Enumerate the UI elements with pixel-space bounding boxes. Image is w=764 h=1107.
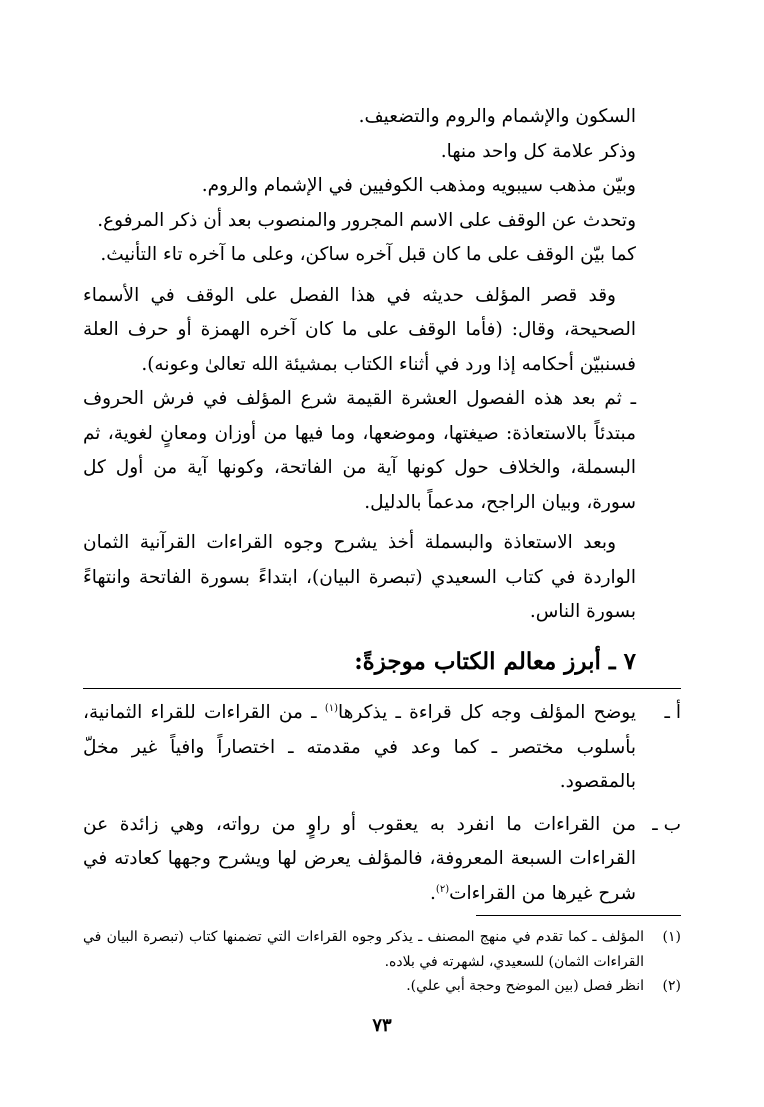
list-text-part: من القراءات ما انفرد به يعقوب أو راوٍ من رواته، وهي زائدة عن القراءات السبعة المعروفة، فالمؤلف يعرض لها ويشرح وجهها كعادته في شرح غيرها من القراءات: [83, 813, 636, 904]
list-item: [83, 696, 681, 800]
footnote-separator: [476, 915, 681, 916]
footnotes: [83, 925, 681, 999]
footnote-ref: (١): [324, 702, 339, 714]
list-text-part: يوضح المؤلف وجه كل قراءة ـ يذكرها: [338, 702, 636, 723]
paragraph: وتحدث عن الوقف على الاسم المجرور والمنصوب بعد أن ذكر المرفوع.: [97, 209, 636, 231]
list-item-text: [83, 808, 636, 912]
footnote-number: (١): [662, 929, 681, 945]
footnote: [83, 925, 681, 974]
list-item: [83, 808, 681, 912]
paragraph: ـ ثم بعد هذه الفصول العشرة القيمة شرع المؤلف في فرش الحروف مبتدئاً بالاستعاذة: صيغتها، وموضعها، وما فيها من أوزان ومعانٍ لغوية، ثم البسملة، والخلاف حول كونها آية من الفاتحة، وكونها آية من أول كل سورة، وبيان الراجح، مدعماً بالدليل.: [83, 388, 636, 513]
heading-underline: [83, 688, 681, 689]
paragraph: وبعد الاستعاذة والبسملة أخذ يشرح وجوه القراءات القرآنية الثمان الواردة في كتاب السعيدي (تبصرة البيان)، ابتداءً بسورة الفاتحة وانتهاءً بسورة الناس.: [83, 532, 636, 622]
section-heading: ٧ ـ أبرز معالم الكتاب موجزةً:: [354, 648, 636, 675]
paragraph: وذكر علامة كل واحد منها.: [440, 140, 636, 162]
list-text-part: .: [430, 882, 436, 904]
footnote-text: انظر فصل (بين الموضح وحجة أبي علي).: [406, 978, 644, 994]
paragraph: وبيّن مذهب سيبويه ومذهب الكوفيين في الإشمام والروم.: [201, 175, 636, 196]
footnote-text: المؤلف ـ كما تقدم في منهج المصنف ـ يذكر وجوه القراءات التي تضمنها كتاب (تبصرة البيان في القراءات الثمان) للسعيدي، لشهرته في بلاده.: [83, 929, 644, 970]
paragraph: وقد قصر المؤلف حديثه في هذا الفصل على الوقف في الأسماء الصحيحة، وقال: (فأما الوقف على ما كان آخره الهمزة أو حرف العلة فسنبيّن أحكامه إذا ورد في أثناء الكتاب بمشيئة الله تعالىٰ وعونه).: [83, 284, 636, 375]
page-number: ٧٣: [372, 1015, 392, 1036]
footnote: [83, 974, 681, 999]
list-marker: أ ـ: [664, 702, 681, 723]
feature-list: [83, 696, 681, 919]
list-item-text: [83, 696, 636, 800]
paragraph: كما بيّن الوقف على ما كان قبل آخره ساكن، وعلى ما آخره تاء التأنيث.: [100, 244, 636, 265]
list-text-part: ـ من القراءات للقراء الثمانية، بأسلوب مختصر ـ كما وعد في مقدمته ـ اختصاراً وافياً غير مخلّ بالمقصود.: [83, 702, 636, 792]
paragraph: السكون والإشمام والروم والتضعيف.: [358, 106, 636, 127]
list-marker: ب ـ: [652, 813, 681, 835]
footnote-number: (٢): [662, 978, 681, 994]
footnote-ref: (٢): [435, 883, 450, 895]
body-text: [83, 100, 636, 630]
